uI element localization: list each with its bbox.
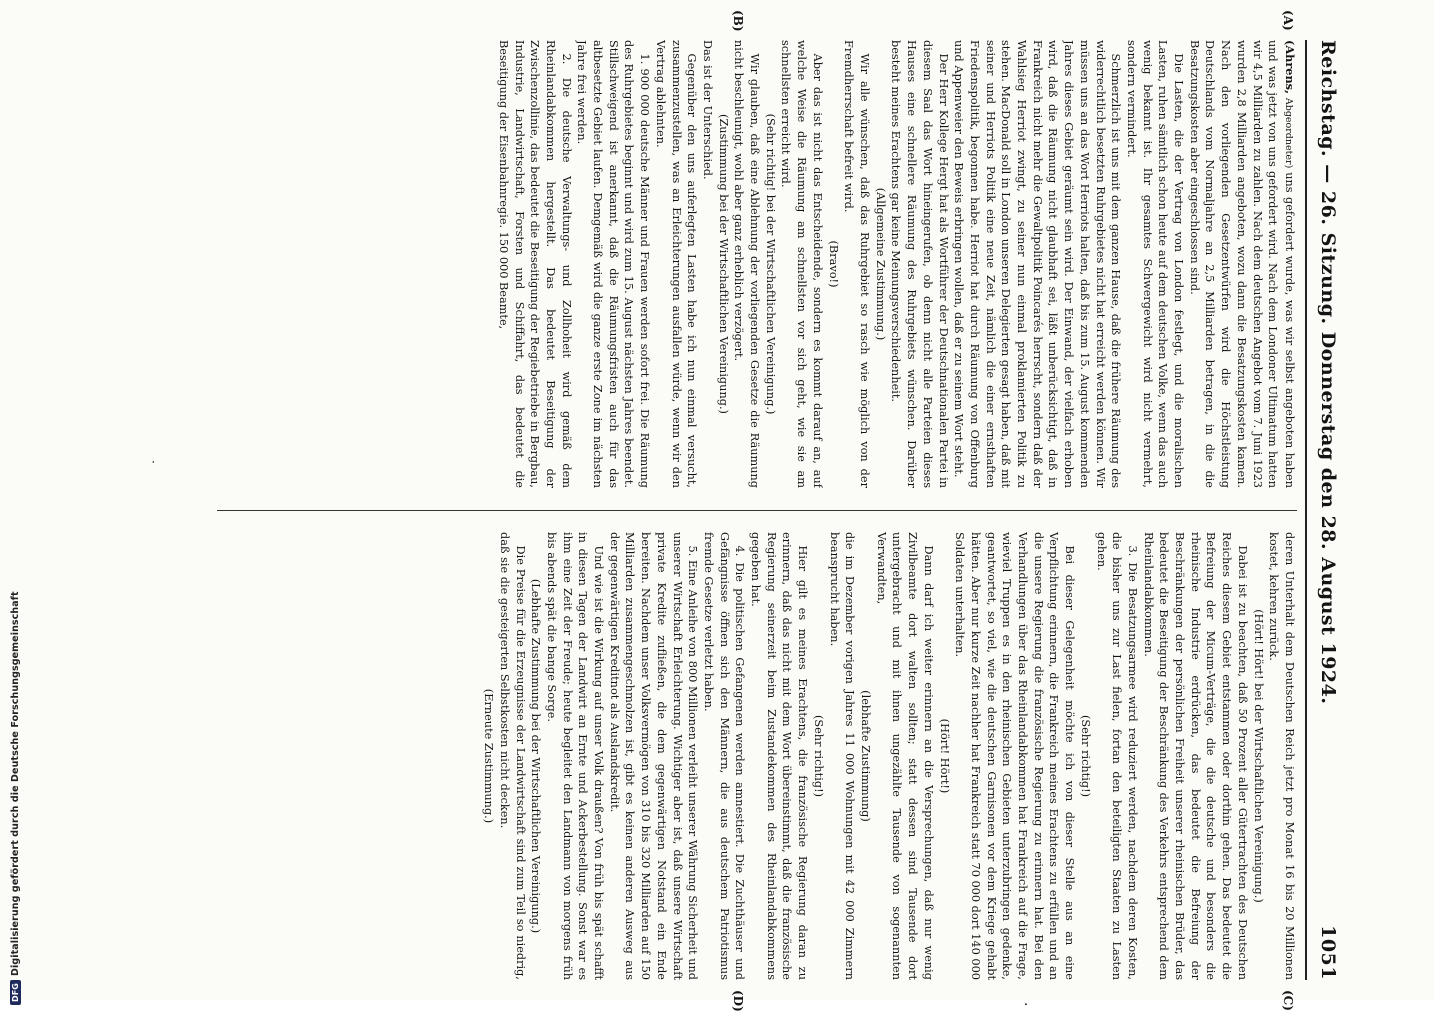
paragraph: Aber das ist nicht das Entscheidende, sondern es kommt darauf an, auf welche Weise die Räumung am schnellsten vor sich geht, wie sie am schnellsten erreicht wird. bbox=[779, 40, 824, 488]
right-column bbox=[147, 532, 1297, 980]
speaker-party: Abgeordneter) bbox=[1283, 93, 1294, 173]
interjection: (Hört! Hört!) bbox=[937, 718, 951, 794]
paragraph: Und wie ist die Wirkung auf unser Volk draußen? Von früh bis spät schafft in diesen Tagen der Landwirt an Ernte und Ackerbestellung. Sonst war es ihm eine Zeit der Freude; heute begleitet den Landmann von morgens früh bis abends spät die bange Sorge. bbox=[544, 532, 606, 980]
interjection: (Sehr richtig!) bbox=[811, 714, 825, 798]
speaker-paragraph bbox=[1186, 40, 1297, 488]
dfg-logo: DFG bbox=[10, 980, 21, 1005]
margin-marker-b: (B) bbox=[731, 10, 745, 32]
digitization-credit-text: Digitalisierung gefördert durch die Deutsche Forschungsgemeinschaft bbox=[10, 591, 21, 977]
interjection: (Zustimmung bei der Wirtschaftlichen Vereinigung.) bbox=[716, 114, 730, 414]
paragraph: Der Herr Kollege Hergt hat als Wortführer der Deutschnationalen Partei in diesem Saal das Wort hineingerufen, ob denn nicht alle Parteien dieses Hauses eine schnellere Räumung des Ruhrgebiets wünschen. Darüber besteht meines Erachtens gar keine Meinungsverschiedenheit. bbox=[889, 40, 950, 488]
paragraph: Schmerzlich ist uns mit dem ganzen Hause, daß die frühere Räumung des widerrechtlich besetzten Ruhrgebietes nicht hat erreicht werden können. Wir müssen uns an das Wort Herriots halten, daß bis zum 15. August kommenden Jahres dieses Gebiet geräumt sein wird. Der Einwand, der vielfach erhoben wird, daß die Räumung nicht glaubhaft sei, läßt unberücksichtigt, daß in Frankreich nicht mehr die Gewaltpolitik Poincarés herrscht, sondern daß der Wahlsieg Herriot zwingt, zu seiner nun einmal proklamierten Politik zu stehen. MacDonald soll in London unseren Delegierten gesagt haben, daß mit seiner und Herriots Politik eine neue Zeit, nämlich die einer ernsthaften Friedenspolitik, begonnen habe. Herriot hat durch Räumung von Offenburg und Appenweier den Beweis erbringen wollen, daß er zu seinem Wort steht. bbox=[952, 40, 1123, 488]
interjection: (lebhafte Zustimmung) bbox=[859, 690, 873, 822]
interjection: (Sehr richtig!) bbox=[1078, 714, 1092, 798]
interjection: (Lebhafte Zustimmung bei der Wirtschaftlichen Vereinigung.) bbox=[529, 578, 543, 934]
paragraph: Dabei ist zu beachten, daß 50 Prozent aller Gütertrachten des Deutschen Reiches diesem Gebiet entstammen oder dorthin gehen. Das bedeutet die Befreiung der Micum-Verträge, die die deutsche und besonders die rheinische Industrie erdrücken, das bedeutet die Befreiung der Beschränkungen der persönlichen Freiheit unserer rheinischen Brüder, das bedeutet die Beseitigung der Beschränkung des Verkehrs entsprechend dem Rheinlandabkommen. bbox=[1141, 532, 1249, 980]
paragraph: 5. Eine Anleihe von 800 Millionen verleiht unserer Währung Sicherheit und unserer Wirtschaft Erleichterung. Wichtiger aber ist, daß unsere Wirtschaft private Kredite zufließen, die dem gegenwärtigen Notstand ein Ende bereiten. Nachdem unser Volksvermögen von 310 bis 320 Milliarden auf 150 Milliarden zusammengeschmolzen ist, gibt es keinen anderen Ausweg aus der gegenwärtigen Kreditnot als Auslandskredit. bbox=[607, 532, 700, 980]
paragraph: die im Dezember vorigen Jahres 11 000 Wohnungen mit 42 000 Zimmern beansprucht haben. bbox=[827, 532, 857, 980]
column-rule bbox=[217, 510, 1297, 511]
rotated-document-page bbox=[95, 10, 1345, 1012]
paragraph-text: uns gefordert wurde, was wir selbst angeboten haben und was jetzt von uns gefordert wird. Nach dem Londoner Ultimatum hatten wir 4,5 Milliarden zu zahlen. Nach dem deutschen Angebot vom 7. Juni 1923 wurden 2,8 Milliarden angeboten, wozu dann die Besatzungskosten kamen. Nach den vorliegenden Gesetzentwürfen wird die Höchstleistung Deutschlands vom Normaljahre an 2,5 Milliarden betragen, in die die Besatzungskosten aber eingeschlossen sind. bbox=[1187, 40, 1296, 488]
paragraph: Die Lasten, die der Vertrag von London festlegt, und die moralischen Lasten, ruhen sämtlich schon heute auf dem deutschen Volke, wenn das auch wenig bekannt ist. Ihr gesamtes Schwergewicht wird nicht vermehrt, sondern vermindert. bbox=[1124, 40, 1186, 488]
paragraph: Die Preise für die Erzeugnisse der Landwirtschaft sind zum Teil so niedrig, daß sie die gesteigerten Selbstkosten nicht decken. bbox=[497, 532, 527, 980]
paragraph: 1. 900 000 deutsche Männer und Frauen werden sofort frei. Die Räumung des Ruhrgebietes beginnt und wird zum 15. August nächsten Jahres beendet. Stillschweigend ist anerkannt, daß die Räumungsfristen auch für das altbesetzte Gebiet laufen. Demgemäß wird die ganze erste Zone im nächsten Jahre frei werden. bbox=[575, 40, 652, 488]
margin-marker-d: (D) bbox=[731, 990, 745, 1012]
interjection: (Bravo!) bbox=[826, 240, 840, 288]
running-head bbox=[1305, 40, 1345, 980]
margin-dot: · bbox=[146, 460, 160, 464]
paragraph: Hier gilt es meines Erachtens, die französische Regierung daran zu erinnern, daß das nicht mit dem Wort übereinstimmt, daß die französische Regierung seinerzeit beim Zustandekommen des Rheinlandabkommens gegeben hat. bbox=[749, 532, 810, 980]
margin-marker-a: (A) bbox=[1281, 10, 1295, 31]
paragraph: Bei dieser Gelegenheit möchte ich von dieser Stelle aus an eine Verpflichtung erinnern, die Frankreich meines Erachtens zu erfüllen und an die unsere Regierung die französische Regierung zu erinnern hat. Bei den Verhandlungen über das Rheinlandabkommen hat Frankreich auf die Frage, wieviel Truppen es in den rheinischen Gebieten unterzubringen gedenke, geantwortet, so viel, wie die deutschen Garnisonen vor dem Kriege gehabt hätten. Aber nur kurze Zeit nachher hat Frankreich statt 70 000 dort 140 000 Soldaten unterhalten. bbox=[953, 532, 1077, 980]
paragraph: 2. Die deutsche Verwaltungs- und Zollhoheit wird gemäß dem Rheinlandabkommen hergestellt. Das bedeutet Beseitigung der Zwischenzollinie, das bedeutet die Beseitigung der Regiebetriebe in Bergbau, Industrie, Landwirtschaft, Forsten und Schiffahrt, das bedeutet die Beseitigung der Eisenbahnregie. 150 000 Beamte, bbox=[496, 40, 573, 488]
margin-dot: · bbox=[1017, 1002, 1033, 1007]
digitization-credit bbox=[10, 20, 28, 1000]
paragraph: Wir alle wünschen, daß das Ruhrgebiet so rasch wie möglich von der Fremdherrschaft befreit wird. bbox=[842, 40, 872, 488]
paragraph: Wir glauben, daß eine Ablehnung der vorliegenden Gesetze die Räumung nicht beschleunigt, wohl aber ganz erheblich verzögert. bbox=[732, 40, 762, 488]
running-head-title: Reichstag. — 26. Sitzung. Donnerstag den 28. August 1924. bbox=[1317, 40, 1339, 705]
margin-marker-c: (C) bbox=[1281, 990, 1295, 1011]
paragraph: 4. Die politischen Gefangenen werden amnestiert. Die Zuchthäuser und Gefängnisse öffnen sich den Männern, die aus deutschem Patriotismus fremde Gesetze verletzt haben. bbox=[701, 532, 747, 980]
paragraph: 3. Die Besatzungsarmee wird reduziert werden, nachdem deren Kosten, die bisher uns zur Last fielen, fortan den beteiligten Staaten zu Lasten gehen. bbox=[1094, 532, 1139, 980]
speaker-name: (Ahrens, bbox=[1283, 40, 1297, 94]
paragraph: Dann darf ich weiter erinnern an die Versprechungen, daß nur wenig Zivilbeamte dort walten sollten; statt dessen sind Tausende dort untergebracht und mit ihnen ungezählte Tausende von sogenannten Verwandten, bbox=[874, 532, 935, 980]
interjection: (Sehr richtig! bei der Wirtschaftlichen Vereinigung.) bbox=[763, 113, 777, 415]
left-column bbox=[147, 40, 1297, 488]
paragraph: Das ist der Unterschied. bbox=[700, 40, 714, 180]
interjection: (Allgemeine Zustimmung.) bbox=[873, 187, 887, 341]
interjection: (Hört! Hört! bei der Wirtschaftlichen Vereinigung.) bbox=[1251, 609, 1265, 903]
header-rule bbox=[1305, 40, 1307, 980]
paragraph: Gegenüber den uns auferlegten Lasten habe ich nun einmal versucht, zusammenzustellen, was an Erleichterungen ausfallen würde, wenn wir den Vertrag ablehnten. bbox=[653, 40, 699, 488]
paragraph: deren Unterhalt dem Deutschen Reich jetzt pro Monat 16 bis 20 Millionen kostet, kehren zurück. bbox=[1267, 532, 1296, 980]
page-number: 1051 bbox=[1317, 925, 1339, 980]
interjection: (Erneute Zustimmung.) bbox=[482, 688, 496, 824]
